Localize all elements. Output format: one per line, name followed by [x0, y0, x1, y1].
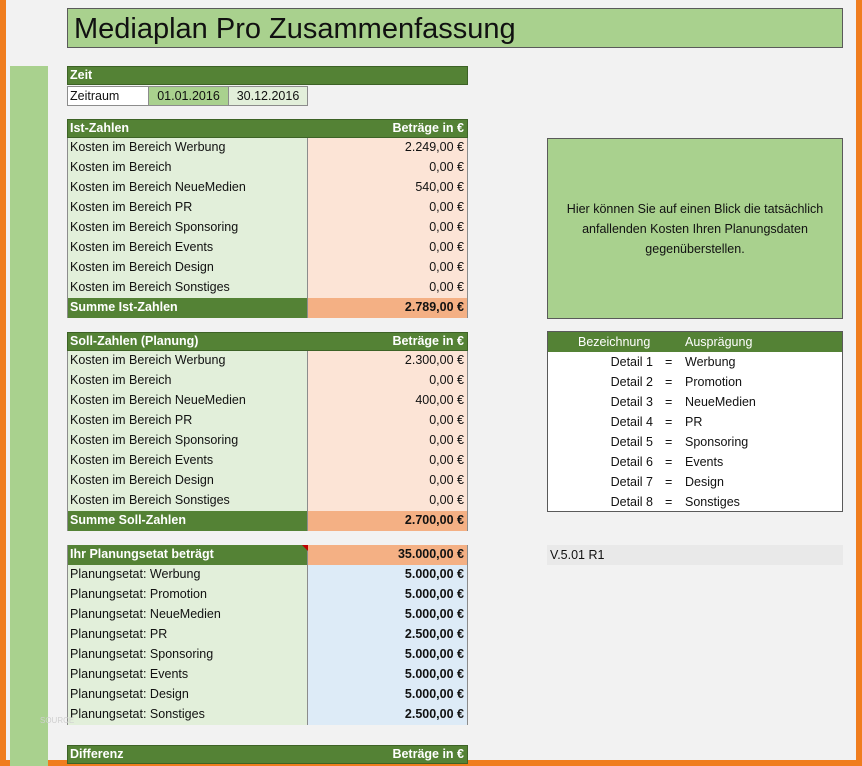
differenz-header-label: Differenz — [70, 747, 124, 761]
legend-detail: Detail 6 — [610, 455, 653, 469]
soll-row-value: 0,00 € — [308, 371, 468, 391]
ist-header[interactable] — [67, 119, 468, 138]
legend-value: Sponsoring — [685, 435, 749, 449]
legend-row — [548, 352, 842, 372]
ist-section — [67, 119, 468, 318]
legend-equals: = — [665, 495, 673, 509]
zeitraum-start[interactable]: 01.01.2016 — [148, 86, 229, 106]
ist-row-value: 540,00 € — [308, 178, 468, 198]
soll-sum-label: Summe Soll-Zahlen — [67, 511, 308, 531]
etat-row-label: Planungsetat: Sonstiges — [67, 705, 308, 725]
etat-row-label: Planungsetat: NeueMedien — [67, 605, 308, 625]
soll-sum-row[interactable] — [67, 511, 468, 531]
soll-row[interactable] — [67, 411, 468, 431]
ist-sum-value: 2.789,00 € — [308, 298, 468, 318]
etat-total-label: Ihr Planungsetat beträgt — [67, 545, 308, 565]
ist-row-value: 0,00 € — [308, 198, 468, 218]
ist-row-label: Kosten im Bereich — [67, 158, 308, 178]
ist-row[interactable] — [67, 218, 468, 238]
page-title: Mediaplan Pro Zusammenfassung — [74, 13, 516, 45]
ist-row[interactable] — [67, 258, 468, 278]
ist-row[interactable] — [67, 158, 468, 178]
legend-row — [548, 432, 842, 452]
watermark: SOURCE — [40, 716, 75, 725]
zeitraum-end[interactable]: 30.12.2016 — [228, 86, 308, 106]
etat-row[interactable] — [67, 565, 468, 585]
differenz-header[interactable] — [67, 745, 468, 764]
ist-row-label: Kosten im Bereich PR — [67, 198, 308, 218]
ist-row-value: 0,00 € — [308, 218, 468, 238]
etat-row[interactable] — [67, 645, 468, 665]
etat-row[interactable] — [67, 625, 468, 645]
etat-row-value: 2.500,00 € — [308, 625, 468, 645]
sidebar-bar — [10, 66, 48, 766]
etat-row-value: 5.000,00 € — [308, 665, 468, 685]
ist-row-label: Kosten im Bereich Sonstiges — [67, 278, 308, 298]
legend-value: Sonstiges — [685, 495, 740, 509]
soll-row-label: Kosten im Bereich Events — [67, 451, 308, 471]
zeit-section — [67, 66, 468, 85]
etat-row-value: 5.000,00 € — [308, 685, 468, 705]
legend-detail: Detail 1 — [610, 355, 653, 369]
ist-row-value: 0,00 € — [308, 278, 468, 298]
soll-row[interactable] — [67, 491, 468, 511]
soll-header[interactable] — [67, 332, 468, 351]
soll-row-label: Kosten im Bereich Werbung — [67, 351, 308, 371]
soll-row-value: 400,00 € — [308, 391, 468, 411]
soll-row-value: 0,00 € — [308, 411, 468, 431]
legend-table — [547, 331, 843, 512]
soll-row-value: 0,00 € — [308, 451, 468, 471]
ist-row[interactable] — [67, 238, 468, 258]
zeit-header[interactable] — [67, 66, 468, 85]
legend-row — [548, 452, 842, 472]
soll-row[interactable] — [67, 371, 468, 391]
legend-detail: Detail 7 — [610, 475, 653, 489]
legend-value: Werbung — [685, 355, 736, 369]
zeit-header-label: Zeit — [70, 68, 93, 82]
soll-row-label: Kosten im Bereich Sonstiges — [67, 491, 308, 511]
soll-row[interactable] — [67, 451, 468, 471]
soll-row-value: 0,00 € — [308, 471, 468, 491]
legend-equals: = — [665, 455, 673, 469]
etat-total-value: 35.000,00 € — [308, 545, 468, 565]
legend-value: Design — [685, 475, 724, 489]
legend-equals: = — [665, 475, 673, 489]
legend-value: NeueMedien — [685, 395, 756, 409]
etat-row[interactable] — [67, 585, 468, 605]
legend-value: PR — [685, 415, 703, 429]
legend-row — [548, 412, 842, 432]
soll-row-label: Kosten im Bereich — [67, 371, 308, 391]
etat-row-label: Planungsetat: Events — [67, 665, 308, 685]
ist-header-unit: Beträge in € — [392, 121, 464, 135]
info-box[interactable] — [547, 138, 843, 319]
ist-sum-label: Summe Ist-Zahlen — [67, 298, 308, 318]
ist-row-value: 2.249,00 € — [308, 138, 468, 158]
legend-equals: = — [665, 375, 673, 389]
soll-row[interactable] — [67, 471, 468, 491]
ist-row-label: Kosten im Bereich Sponsoring — [67, 218, 308, 238]
etat-section — [67, 545, 468, 725]
etat-row[interactable] — [67, 605, 468, 625]
soll-row-label: Kosten im Bereich Sponsoring — [67, 431, 308, 451]
etat-row-value: 5.000,00 € — [308, 645, 468, 665]
ist-row-value: 0,00 € — [308, 238, 468, 258]
legend-detail: Detail 8 — [610, 495, 653, 509]
legend-value: Events — [685, 455, 724, 469]
legend-detail: Detail 4 — [610, 415, 653, 429]
etat-row[interactable] — [67, 665, 468, 685]
ist-row-label: Kosten im Bereich Events — [67, 238, 308, 258]
ist-row-value: 0,00 € — [308, 258, 468, 278]
etat-row-label: Planungsetat: Sponsoring — [67, 645, 308, 665]
soll-row-label: Kosten im Bereich PR — [67, 411, 308, 431]
legend-equals: = — [665, 435, 673, 449]
soll-sum-value: 2.700,00 € — [308, 511, 468, 531]
ist-row-label: Kosten im Bereich Design — [67, 258, 308, 278]
version-label: V.5.01 R1 — [547, 545, 843, 565]
soll-row-value: 0,00 € — [308, 491, 468, 511]
soll-row-value: 0,00 € — [308, 431, 468, 451]
ist-row-label: Kosten im Bereich NeueMedien — [67, 178, 308, 198]
soll-row[interactable] — [67, 391, 468, 411]
etat-row-label: Planungsetat: Werbung — [67, 565, 308, 585]
soll-row-label: Kosten im Bereich Design — [67, 471, 308, 491]
soll-header-label: Soll-Zahlen (Planung) — [70, 334, 199, 348]
ist-sum-row[interactable] — [67, 298, 468, 318]
soll-section — [67, 332, 468, 531]
etat-row-value: 2.500,00 € — [308, 705, 468, 725]
legend-col-auspraegung: Ausprägung — [685, 335, 753, 349]
etat-row-label: Planungsetat: Design — [67, 685, 308, 705]
ist-row[interactable] — [67, 198, 468, 218]
legend-row — [548, 372, 842, 392]
etat-row-value: 5.000,00 € — [308, 605, 468, 625]
etat-row-label: Planungsetat: PR — [67, 625, 308, 645]
soll-row-label: Kosten im Bereich NeueMedien — [67, 391, 308, 411]
legend-row — [548, 472, 842, 492]
legend-detail: Detail 2 — [610, 375, 653, 389]
info-text: Hier können Sie auf einen Blick die tatsächlich anfallenden Kosten Ihren Planungsdaten gegenüberstellen. — [566, 201, 824, 256]
soll-row[interactable] — [67, 351, 468, 371]
etat-row[interactable] — [67, 705, 468, 725]
legend-row — [548, 392, 842, 412]
legend-detail: Detail 5 — [610, 435, 653, 449]
ist-header-label: Ist-Zahlen — [70, 121, 130, 135]
legend-equals: = — [665, 395, 673, 409]
etat-row-value: 5.000,00 € — [308, 585, 468, 605]
legend-row — [548, 492, 842, 512]
legend-col-bezeichnung: Bezeichnung — [578, 335, 651, 349]
etat-row-value: 5.000,00 € — [308, 565, 468, 585]
ist-row-value: 0,00 € — [308, 158, 468, 178]
ist-row[interactable] — [67, 278, 468, 298]
legend-equals: = — [665, 355, 673, 369]
ist-row[interactable] — [67, 138, 468, 158]
etat-row[interactable] — [67, 685, 468, 705]
zeitraum-label[interactable]: Zeitraum — [67, 86, 149, 106]
differenz-section — [67, 745, 468, 764]
legend-equals: = — [665, 415, 673, 429]
differenz-header-unit: Beträge in € — [392, 747, 464, 761]
title-cell[interactable] — [67, 8, 843, 48]
legend-detail: Detail 3 — [610, 395, 653, 409]
ist-row[interactable] — [67, 178, 468, 198]
ist-row-label: Kosten im Bereich Werbung — [67, 138, 308, 158]
legend-header[interactable] — [548, 332, 842, 352]
etat-row-label: Planungsetat: Promotion — [67, 585, 308, 605]
legend-value: Promotion — [685, 375, 742, 389]
soll-row[interactable] — [67, 431, 468, 451]
etat-total-row[interactable] — [67, 545, 468, 565]
soll-header-unit: Beträge in € — [392, 334, 464, 348]
soll-row-value: 2.300,00 € — [308, 351, 468, 371]
